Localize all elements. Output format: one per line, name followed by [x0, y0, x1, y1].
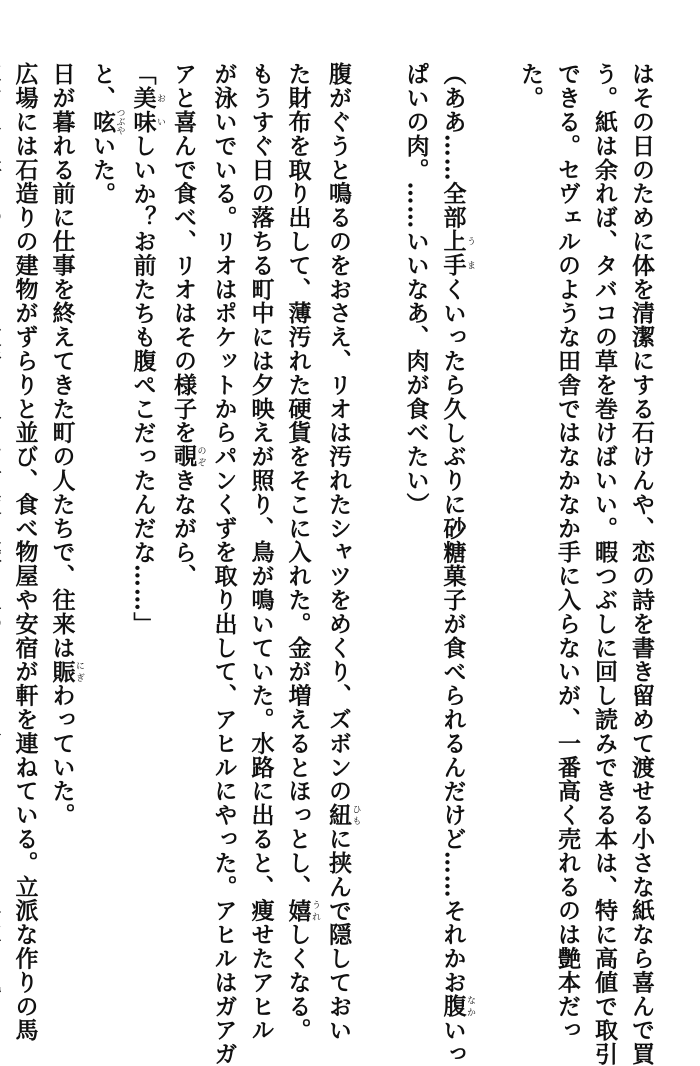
ruby-word — [439, 994, 475, 1019]
ruby-word — [170, 444, 206, 469]
text-segment: もうすぐ日の落ちる町中には夕映えが照り、鳥が鳴いていた。水路に出ると、痩せたアヒル — [247, 62, 275, 1042]
text-segment: いっ — [439, 1018, 467, 1066]
ruby-base: 上手 — [439, 229, 467, 278]
ruby-word — [439, 229, 475, 278]
vertical-text-body — [0, 62, 660, 1066]
ruby-reading: おい — [155, 85, 165, 134]
text-line — [435, 62, 476, 1066]
text-line — [165, 62, 206, 982]
text-segment — [0, 62, 2, 1066]
blank-line — [361, 62, 398, 982]
ruby-reading: なか — [465, 994, 475, 1019]
ruby-base: 紐 — [325, 802, 352, 827]
text-segment: （ああ……全部 — [439, 62, 467, 230]
text-line — [398, 62, 435, 982]
text-line — [0, 62, 7, 982]
text-segment: 広場には石造りの建物がずらりと並び、食べ物屋や安宿が軒を連ねている。立派な作りの馬 — [11, 62, 39, 1042]
text-segment: アと喜んで食べ、リオはその様子を — [170, 62, 197, 445]
ruby-reading: うれ — [310, 898, 320, 923]
text-line — [125, 62, 166, 982]
text-segment: しいか？お前たちも腹ぺこだったんだな……」 — [129, 133, 157, 636]
text-segment: きながら、 — [170, 468, 197, 588]
text-line — [586, 62, 623, 1066]
text-segment: た。 — [517, 62, 544, 110]
ruby-base: 覗 — [170, 444, 197, 469]
ruby-reading: うま — [465, 229, 475, 278]
text-segment: 腹がぐうと鳴るのをおさえ、リオは汚れたシャツをめくり、ズボンの — [325, 62, 352, 803]
ruby-word — [284, 898, 320, 923]
text-segment: できる。セヴェルのような田舎ではなかなか手に入らないが、一番高く売れるのは艶本だっ — [554, 62, 581, 1042]
text-line — [206, 62, 243, 1066]
text-segment: いた。 — [89, 133, 116, 206]
text-segment: が泳いでいる。リオはポケットからパンくずを取り出して、アヒルにやった。アヒルはガアガ — [210, 62, 238, 1066]
text-line — [243, 62, 280, 1042]
text-line — [623, 62, 660, 1066]
text-segment: しくなる。 — [284, 922, 312, 1042]
blank-line — [475, 62, 512, 982]
text-segment: わっていた。 — [48, 683, 76, 827]
text-segment: ぱいの肉。……いいなあ、肉が食べたい） — [402, 62, 430, 517]
ruby-base: 嬉 — [284, 898, 312, 923]
text-segment: はその日のために体を清潔にする石けんや、恋の詩を書き留めて渡せる小さな紙なら喜んで買 — [628, 62, 655, 1066]
ruby-word — [89, 108, 125, 136]
text-line — [44, 62, 85, 982]
ruby-word — [48, 659, 84, 684]
text-segment: に挟んで隠しておい — [325, 826, 352, 1042]
text-segment: くいったら久しぶりに砂糖菓子が食べられるんだけど……それかお — [439, 277, 467, 995]
text-line — [512, 62, 549, 982]
ruby-base: 美味 — [129, 85, 157, 134]
ruby-reading: つぶや — [114, 108, 125, 136]
ruby-base: 腹 — [439, 994, 467, 1019]
text-segment: 日が暮れる前に仕事を終えてきた町の人たちで、往来は — [48, 62, 76, 660]
ruby-reading: のぞ — [195, 444, 206, 469]
text-segment: 「 — [129, 62, 157, 86]
text-line — [84, 62, 125, 982]
text-line — [7, 62, 44, 1042]
ruby-word — [129, 85, 165, 134]
text-line — [549, 62, 586, 1042]
text-segment: う。紙は余れば、タバコの草を巻けばいい。暇つぶしに回し読みできる本は、特に高値で取引 — [591, 62, 618, 1066]
text-segment: と、 — [89, 62, 116, 110]
ruby-base: 賑 — [48, 659, 76, 684]
ruby-base: 呟 — [89, 108, 116, 136]
text-line — [280, 62, 321, 1042]
ruby-reading: ひも — [350, 802, 361, 827]
text-segment: た財布を取り出して、薄汚れた硬貨をそこに入れた。金が増えるとほっとし、 — [284, 62, 312, 899]
text-line — [320, 62, 361, 1042]
ruby-reading: にぎ — [74, 659, 84, 684]
ruby-word — [325, 802, 361, 827]
